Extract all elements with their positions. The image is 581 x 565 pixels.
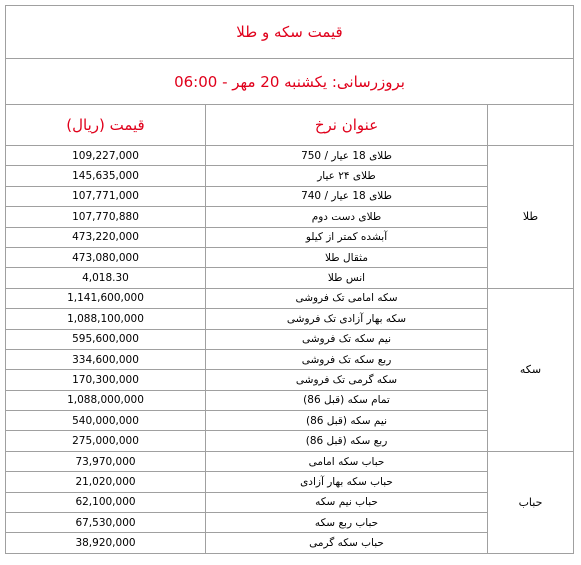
price-cell: 145,635,000 xyxy=(6,166,206,186)
rate-name-cell: طلای 18 عیار / 750 xyxy=(206,146,488,166)
price-cell: 540,000,000 xyxy=(6,411,206,431)
rate-name-cell: سکه بهار آزادی تک فروشی xyxy=(206,309,488,329)
price-cell: 109,227,000 xyxy=(6,146,206,166)
price-cell: 1,088,000,000 xyxy=(6,390,206,410)
rate-name-cell: حباب سکه گرمی xyxy=(206,533,488,553)
price-cell: 73,970,000 xyxy=(6,451,206,471)
page-title: قیمت سکه و طلا xyxy=(6,6,574,59)
price-cell: 170,300,000 xyxy=(6,370,206,390)
rates-table-body xyxy=(6,6,574,554)
price-cell: 21,020,000 xyxy=(6,472,206,492)
group-label: سکه xyxy=(488,288,574,451)
price-cell: 62,100,000 xyxy=(6,492,206,512)
price-cell: 473,220,000 xyxy=(6,227,206,247)
rates-table xyxy=(5,5,574,554)
price-cell: 1,141,600,000 xyxy=(6,288,206,308)
table-row xyxy=(6,146,574,166)
group-header xyxy=(488,105,574,146)
price-cell: 38,920,000 xyxy=(6,533,206,553)
price-cell: 473,080,000 xyxy=(6,247,206,267)
price-cell: 67,530,000 xyxy=(6,513,206,533)
rate-name-cell: انس طلا xyxy=(206,268,488,288)
price-cell: 595,600,000 xyxy=(6,329,206,349)
table-row xyxy=(6,288,574,308)
rate-name-cell: تمام سکه (قبل 86) xyxy=(206,390,488,410)
price-cell: 4,018.30 xyxy=(6,268,206,288)
update-row xyxy=(6,59,574,105)
rate-name-cell: طلای 18 عیار / 740 xyxy=(206,186,488,206)
rate-name-cell: مثقال طلا xyxy=(206,247,488,267)
rate-name-cell: حباب ربع سکه xyxy=(206,513,488,533)
group-label: حباب xyxy=(488,451,574,553)
rate-name-cell: طلای ۲۴ عیار xyxy=(206,166,488,186)
price-cell: 275,000,000 xyxy=(6,431,206,451)
title-row xyxy=(6,6,574,59)
rate-name-cell: حباب سکه امامی xyxy=(206,451,488,471)
header-row xyxy=(6,105,574,146)
price-cell: 107,771,000 xyxy=(6,186,206,206)
rate-name-cell: آبشده کمتر از کیلو xyxy=(206,227,488,247)
rate-name-cell: طلای دست دوم xyxy=(206,207,488,227)
rate-name-cell: ربع سکه تک فروشی xyxy=(206,349,488,369)
rate-name-cell: نیم سکه (قبل 86) xyxy=(206,411,488,431)
group-label: طلا xyxy=(488,146,574,289)
price-cell: 107,770,880 xyxy=(6,207,206,227)
price-header: قیمت (ریال) xyxy=(6,105,206,146)
price-cell: 334,600,000 xyxy=(6,349,206,369)
rate-name-cell: سکه گرمی تک فروشی xyxy=(206,370,488,390)
price-cell: 1,088,100,000 xyxy=(6,309,206,329)
rate-name-cell: حباب سکه بهار آزادی xyxy=(206,472,488,492)
rate-name-header: عنوان نرخ xyxy=(206,105,488,146)
rate-name-cell: ربع سکه (قبل 86) xyxy=(206,431,488,451)
update-timestamp: بروزرسانی: یکشنبه 20 مهر - 06:00 xyxy=(6,59,574,105)
rate-name-cell: حباب نیم سکه xyxy=(206,492,488,512)
table-row xyxy=(6,451,574,471)
rate-name-cell: نیم سکه تک فروشی xyxy=(206,329,488,349)
rate-name-cell: سکه امامی تک فروشی xyxy=(206,288,488,308)
